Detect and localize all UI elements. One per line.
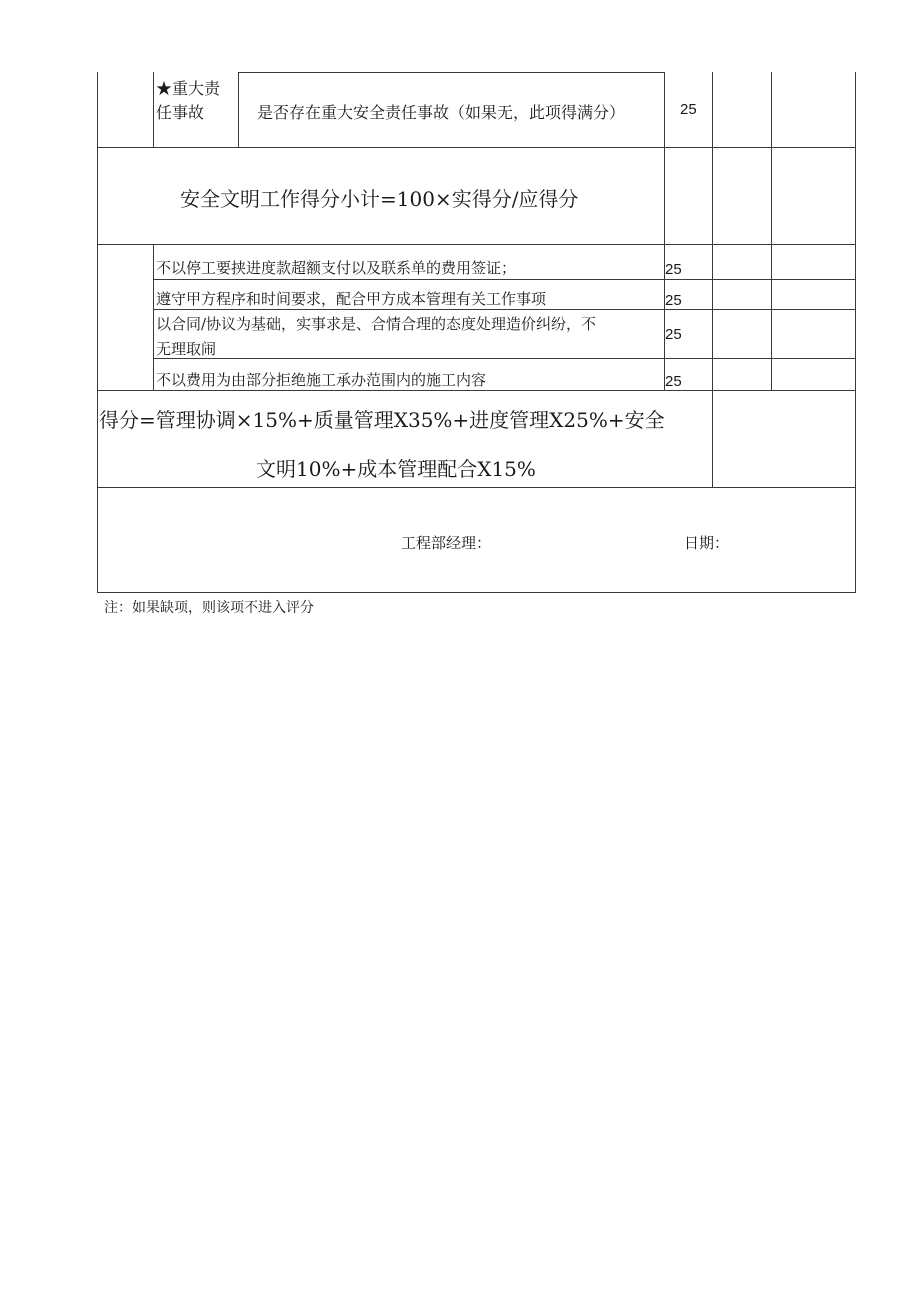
cost-item-3-text-line1: 以合同/协议为基础，实事求是、合情合理的态度处理造价纠纷，不 [156, 315, 597, 333]
cost-item-4-score: 25 [665, 373, 682, 390]
engineering-manager-label: 工程部经理： [401, 534, 492, 552]
date-label: 日期： [684, 534, 730, 552]
cost-item-3-score: 25 [665, 326, 682, 343]
major-accident-category-line1: ★重大责 [156, 79, 221, 98]
cost-item-3-text-line2: 无理取闹 [156, 340, 217, 358]
cost-item-2-text: 遵守甲方程序和时间要求，配合甲方成本管理有关工作事项 [156, 290, 547, 308]
major-accident-category-line2: 任事故 [156, 103, 205, 122]
safety-subtotal-label: 安全文明工作得分小计=100×实得分/应得分 [180, 187, 579, 211]
major-accident-score: 25 [680, 101, 697, 118]
footnote: 注：如果缺项，则该项不进入评分 [104, 600, 314, 616]
major-accident-description: 是否存在重大安全责任事故（如果无，此项得满分） [257, 103, 626, 122]
cost-item-1-text: 不以停工要挟进度款超额支付以及联系单的费用签证； [156, 259, 517, 277]
cost-item-4-text: 不以费用为由部分拒绝施工承办范围内的施工内容 [156, 371, 487, 389]
score-formula-line2: 文明10%+成本管理配合X15% [256, 457, 536, 481]
cost-item-2-score: 25 [665, 292, 682, 309]
score-formula-line1: 得分=管理协调×15%+质量管理X35%+进度管理X25%+安全 [99, 408, 665, 432]
cost-item-1-score: 25 [665, 261, 682, 278]
